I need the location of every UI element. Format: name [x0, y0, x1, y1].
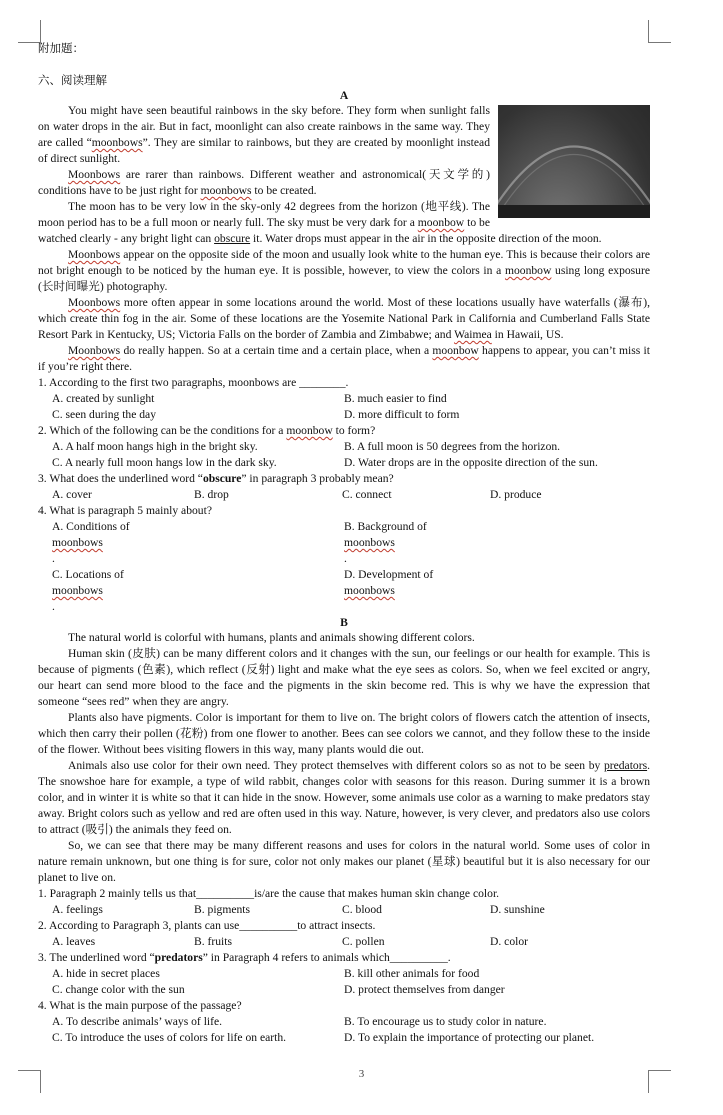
- passage-a-paragraph-1: You might have seen beautiful rainbows in the sky before. They form when sunlight falls on water drops in the air. But in fact, moonlight can also create rainbows in the same way. They are called “moonbows”. They are similar to rainbows, but they are created by moonlight instead of direct sunlight.: [38, 104, 490, 165]
- question-a4-options-row1: [38, 519, 650, 567]
- option: D. Water drops are in the opposite direction of the sun.: [344, 456, 598, 469]
- passage-b-paragraph-3: Plants also have pigments. Color is important for them to live on. The bright colors of flowers catch the attention of insects, which then carry their pollen (花粉) from one flower to another. Bees can see colors we cannot, and they follow these to the inside of the flower. Without bees visiting flowers in this way, many plants would die out.: [38, 711, 650, 756]
- question-b3-stem: 3. The underlined word “predators” in Paragraph 4 refers to animals which__________.: [38, 951, 451, 964]
- question-b4-options-row1: [38, 1014, 650, 1030]
- passage-a-paragraph-5: Moonbows more often appear in some locations around the world. Most of these locations usually have waterfalls (瀑布), which create thin fog in the air. Some of these locations are the Yosemite National Park in California and Cumberland Falls State Resort Park in Kentucky, US; Victoria Falls on the border of Zambia and Zimbabwe; and Waimea in Hawaii, US.: [38, 296, 650, 341]
- worksheet-page: [38, 40, 650, 1046]
- option: D. more difficult to form: [344, 408, 460, 421]
- question-a2-stem: 2. Which of the following can be the conditions for a moonbow to form?: [38, 424, 376, 437]
- option: A. Conditions of moonbows .: [52, 520, 130, 565]
- question-b1-options: [38, 902, 650, 918]
- option: C. A nearly full moon hangs low in the dark sky.: [52, 456, 277, 469]
- option: C. pollen: [342, 935, 385, 948]
- section-heading: 六、阅读理解: [38, 73, 107, 87]
- question-b4-options-row2: [38, 1030, 650, 1046]
- passage-b-letter: B: [340, 616, 348, 629]
- option: A. cover: [52, 488, 92, 501]
- page-number: 3: [358, 1068, 365, 1080]
- option: D. Development of moonbows: [344, 568, 434, 597]
- moonbow-photo: [498, 105, 650, 218]
- question-b1-stem: 1. Paragraph 2 mainly tells us that__________is/are the cause that makes human skin change color.: [38, 887, 500, 900]
- question-a1-options-row1: [38, 391, 650, 407]
- passage-a-letter: A: [339, 89, 349, 102]
- option: B. Background of moonbows .: [344, 520, 427, 565]
- option: C. connect: [342, 488, 392, 501]
- question-b4-stem: 4. What is the main purpose of the passage?: [38, 999, 242, 1012]
- option: A. To describe animals’ ways of life.: [52, 1015, 223, 1028]
- option: B. kill other animals for food: [344, 967, 480, 980]
- option: C. seen during the day: [52, 408, 156, 421]
- passage-a-paragraph-6: Moonbows do really happen. So at a certain time and a certain place, when a moonbow happens to appear, you can’t miss it if you’re right there.: [38, 344, 650, 373]
- passage-a-paragraph-2: Moonbows are rarer than rainbows. Different weather and astronomical(天文学的) conditions have to be just right for moonbows to be created.: [38, 168, 490, 197]
- option: D. protect themselves from danger: [344, 983, 505, 996]
- question-a3-stem: 3. What does the underlined word “obscure” in paragraph 3 probably mean?: [38, 472, 394, 485]
- option: C. Locations of moonbows .: [52, 568, 124, 613]
- option: C. To introduce the uses of colors for life on earth.: [52, 1031, 287, 1044]
- option: D. To explain the importance of protecting our planet.: [344, 1031, 595, 1044]
- option: A. hide in secret places: [52, 967, 160, 980]
- question-b3-options-row1: [38, 966, 650, 982]
- question-b2-options: [38, 934, 650, 950]
- question-b3-options-row2: [38, 982, 650, 998]
- crop-mark-top-right: [648, 20, 671, 43]
- option: D. color: [490, 935, 528, 948]
- passage-a-paragraph-4: Moonbows appear on the opposite side of the moon and usually look white to the human eye. This is because their colors are not bright enough to be noticed by the human eye. It is possible, however, to view the colors in a moonbow using long exposure (长时间曝光) photography.: [38, 248, 650, 293]
- option: D. sunshine: [490, 903, 545, 916]
- passage-b-paragraph-4: Animals also use color for their own need. They protect themselves with different colors so as not to be seen by predators. The snowshoe hare for example, a type of wild rabbit, changes color with seasons for this reason. During summer it is a brown color, and in winter it is white so that it can hide in the snow. However, some animals use color as a warning to make predators stay away. Bright colors such as yellow and red are often used in this way. Nature, however, is very clever, and predators also use colors to attract (吸引) the animals they feed on.: [38, 759, 650, 836]
- option: B. A full moon is 50 degrees from the horizon.: [344, 440, 561, 453]
- option: C. blood: [342, 903, 382, 916]
- option: B. much easier to find: [344, 392, 447, 405]
- option: C. change color with the sun: [52, 983, 185, 996]
- question-a2-options-row2: [38, 455, 650, 471]
- option: A. created by sunlight: [52, 392, 155, 405]
- question-a4-stem: 4. What is paragraph 5 mainly about?: [38, 504, 212, 517]
- extra-heading: 附加题：: [38, 41, 84, 55]
- question-a1-stem: 1. According to the first two paragraphs, moonbows are ________.: [38, 376, 349, 389]
- question-b2-stem: 2. According to Paragraph 3, plants can use__________to attract insects.: [38, 919, 376, 932]
- passage-b-paragraph-2: Human skin (皮肤) can be many different colors and it changes with the sun, our feelings or our health for example. This is because of pigments (色素), which reflect (反射) light and make what the eye sees as colors. So, when we feel excited or angry, our heart can send more blood to the face and the pigments in the skin become red. This is why we have the expression that someone “sees red” when they are angry.: [38, 647, 650, 708]
- passage-a-paragraph-3: The moon has to be very low in the sky-only 42 degrees from the horizon (地平线). The moon period has to be a full moon or nearly full. The sky must be very dark for a moonbow to be watched clearly - any bright light can obscure it. Water drops must appear in the air in the opposite direction of the moon.: [38, 200, 602, 245]
- question-a4-options-row2: [38, 567, 650, 615]
- option: D. produce: [490, 488, 542, 501]
- question-a3-options: [38, 487, 650, 503]
- option: B. fruits: [194, 935, 233, 948]
- passage-b-paragraph-1: The natural world is colorful with humans, plants and animals showing different colors.: [68, 631, 475, 644]
- option: B. pigments: [194, 903, 251, 916]
- option: A. leaves: [52, 935, 96, 948]
- option: B. To encourage us to study color in nature.: [344, 1015, 547, 1028]
- question-a1-options-row2: [38, 407, 650, 423]
- option: A. feelings: [52, 903, 103, 916]
- question-a2-options-row1: [38, 439, 650, 455]
- option: A. A half moon hangs high in the bright sky.: [52, 440, 258, 453]
- passage-b-paragraph-5: So, we can see that there may be many different reasons and uses for colors in the natural world. Some uses of color in nature remain unknown, but one thing is for sure, color not only makes our planet (星球) beautiful but it is also necessary for our planet to live on.: [38, 839, 650, 884]
- option: B. drop: [194, 488, 229, 501]
